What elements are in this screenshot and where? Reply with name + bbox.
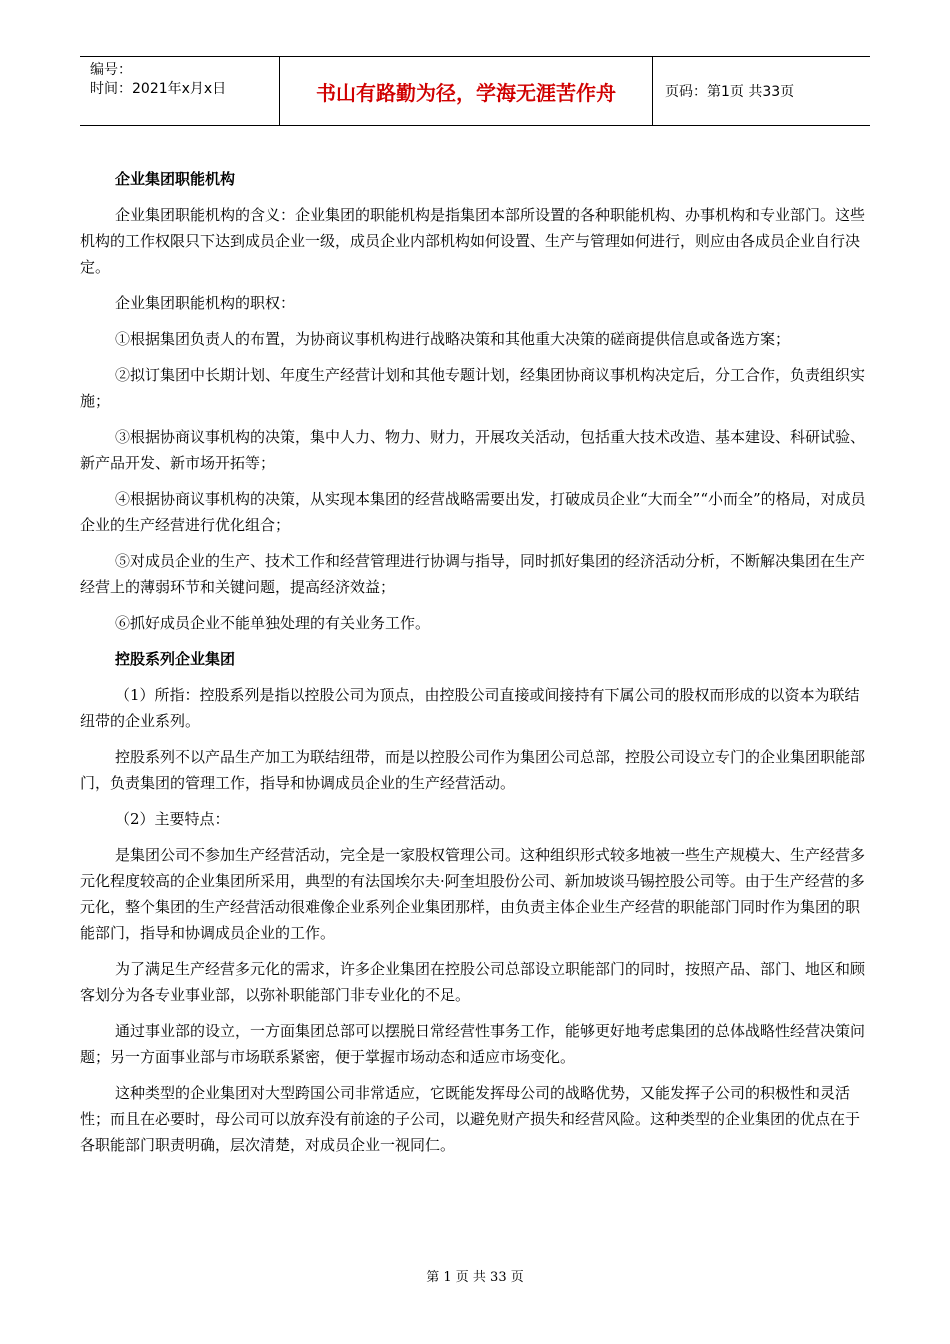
header-motto: 书山有路勤为径，学海无涯苦作舟	[280, 57, 653, 125]
paragraph: ④根据协商议事机构的决策，从实现本集团的经营战略需要出发，打破成员企业“大而全”“小而全”的格局，对成员企业的生产经营进行优化组合；	[80, 490, 866, 534]
document-time-label: 时间：2021年x月x日	[90, 81, 227, 97]
header-page-label: 页码：第1页 共33页	[665, 84, 795, 100]
paragraph: （1）所指：控股系列是指以控股公司为顶点，由控股公司直接或间接持有下属公司的股权而形成的以资本为联结纽带的企业系列。	[80, 686, 860, 730]
page-footer: 第 1 页 共 33 页	[426, 1270, 524, 1285]
header-meta	[80, 57, 280, 125]
paragraph: 是集团公司不参加生产经营活动，完全是一家股权管理公司。这种组织形式较多地被一些生产规模大、生产经营多元化程度较高的企业集团所采用，典型的有法国埃尔夫·阿奎坦股份公司、新加坡谈马锡控股公司等。由于生产经营的多元化，整个集团的生产经营活动很难像企业系列企业集团那样，由负责主体企业生产经营的职能部门同时作为集团的职能部门，指导和协调成员企业的工作。	[80, 846, 866, 942]
paragraph: 控股系列不以产品生产加工为联结纽带，而是以控股公司作为集团公司总部，控股公司设立专门的企业集团职能部门，负责集团的管理工作，指导和协调成员企业的生产经营活动。	[80, 748, 866, 792]
document-number-label: 编号：	[90, 62, 132, 78]
paragraph: 企业集团职能机构的职权：	[115, 294, 296, 312]
paragraph: ③根据协商议事机构的决策，集中人力、物力、财力，开展攻关活动，包括重大技术改造、基本建设、科研试验、新产品开发、新市场开拓等；	[80, 428, 866, 472]
paragraph: 通过事业部的设立，一方面集团总部可以摆脱日常经营性事务工作，能够更好地考虑集团的总体战略性经营决策问题；另一方面事业部与市场联系紧密，便于掌握市场动态和适应市场变化。	[80, 1022, 866, 1066]
paragraph: ①根据集团负责人的布置，为协商议事机构进行战略决策和其他重大决策的磋商提供信息或备选方案；	[115, 330, 791, 348]
paragraph: 企业集团职能机构的含义：企业集团的职能机构是指集团本部所设置的各种职能机构、办事机构和专业部门。这些机构的工作权限只下达到成员企业一级，成员企业内部机构如何设置、生产与管理如何进行，则应由各成员企业自行决定。	[80, 206, 866, 276]
page-header	[80, 56, 870, 126]
paragraph: ②拟订集团中长期计划、年度生产经营计划和其他专题计划，经集团协商议事机构决定后，分工合作，负责组织实施；	[80, 366, 866, 410]
paragraph: ⑤对成员企业的生产、技术工作和经营管理进行协调与指导，同时抓好集团的经济活动分析，不断解决集团在生产经营上的薄弱环节和关键问题，提高经济效益；	[80, 552, 866, 596]
paragraph: 为了满足生产经营多元化的需求，许多企业集团在控股公司总部设立职能部门的同时，按照产品、部门、地区和顾客划分为各专业事业部，以弥补职能部门非专业化的不足。	[80, 960, 866, 1004]
document-body	[80, 166, 870, 1168]
section-heading: 控股系列企业集团	[115, 650, 236, 668]
section-heading: 企业集团职能机构	[115, 170, 236, 188]
paragraph: 这种类型的企业集团对大型跨国公司非常适应，它既能发挥母公司的战略优势，又能发挥子公司的积极性和灵活性；而且在必要时，母公司可以放弃没有前途的子公司，以避免财产损失和经营风险。这种类型的企业集团的优点在于各职能部门职责明确，层次清楚，对成员企业一视同仁。	[80, 1084, 861, 1154]
paragraph: ⑥抓好成员企业不能单独处理的有关业务工作。	[115, 614, 431, 632]
paragraph: （2）主要特点：	[115, 810, 230, 828]
